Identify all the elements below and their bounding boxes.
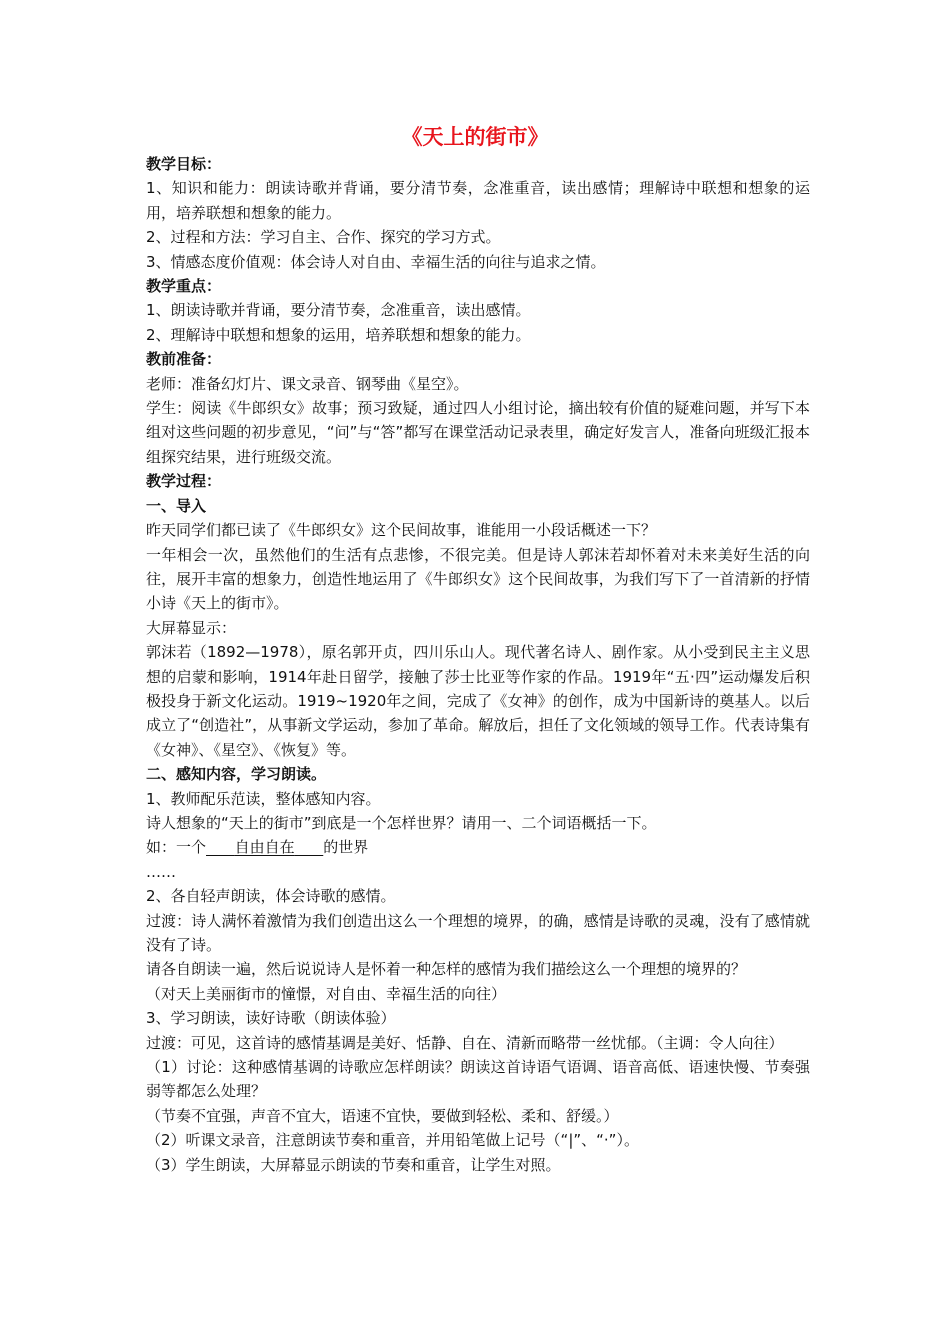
paragraph: 1、知识和能力：朗读诗歌并背诵，要分清节奏，念准重音，读出感情；理解诗中联想和想象的运用，培养联想和想象的能力。 [146, 179, 810, 222]
paragraph: 过渡：可见，这首诗的感情基调是美好、恬静、自在、清新而略带一丝忧郁。（主调：令人向往） [146, 1033, 784, 1052]
paragraph: 2、理解诗中联想和想象的运用，培养联想和想象的能力。 [146, 325, 531, 344]
paragraph: 3、情感态度价值观：体会诗人对自由、幸福生活的向往与追求之情。 [146, 252, 606, 271]
paragraph: 昨天同学们都已读了《牛郎织女》这个民间故事，谁能用一小段话概述一下？ [146, 521, 657, 540]
paragraph: 大屏幕显示： [146, 618, 237, 637]
paragraph: （3）学生朗读，大屏幕显示朗读的节奏和重音，让学生对照。 [146, 1155, 561, 1174]
paragraph: （2）听课文录音，注意朗读节奏和重音，并用铅笔做上记号（“|”、“·”）。 [146, 1131, 639, 1150]
paragraph: 过渡：诗人满怀着激情为我们创造出这么一个理想的境界，的确，感情是诗歌的灵魂，没有了感情就没有了诗。 [146, 911, 810, 954]
paragraph: 1、教师配乐范读，整体感知内容。 [146, 789, 381, 808]
section-heading-prep: 教前准备： [146, 350, 222, 369]
example-answer-blank [206, 835, 323, 859]
paragraph: 2、过程和方法：学习自主、合作、探究的学习方式。 [146, 228, 501, 247]
document-body [146, 152, 810, 1177]
paragraph: 诗人想象的“天上的街市”到底是一个怎样世界？请用一、二个词语概括一下。 [146, 813, 657, 832]
paragraph: 学生：阅读《牛郎织女》故事；预习致疑，通过四人小组讨论，摘出较有价值的疑难问题，并写下本组对这些问题的初步意见，“问”与“答”都写在课堂活动记录表里，确定好发言人，准备向班级汇报本组探究结果，进行班级交流。 [146, 399, 810, 466]
section-heading-goals: 教学目标： [146, 155, 222, 173]
paragraph: 请各自朗读一遍，然后说说诗人是怀着一种怎样的感情为我们描绘这么一个理想的境界的？ [146, 960, 747, 979]
example-suffix: 的世界 [323, 838, 369, 857]
paragraph: 老师：准备幻灯片、课文录音、钢琴曲《星空》。 [146, 374, 469, 393]
example-line [146, 835, 810, 859]
document-title: 《天上的街市》 [401, 125, 549, 149]
section-heading-focus: 教学重点： [146, 277, 222, 296]
paragraph: 2、各自轻声朗读，体会诗歌的感情。 [146, 887, 396, 906]
subsection-heading-perception: 二、感知内容，学习朗读。 [146, 765, 327, 784]
paragraph: 3、学习朗读，读好诗歌（朗读体验） [146, 1009, 396, 1028]
paragraph: 郭沫若（1892—1978），原名郭开贞，四川乐山人。现代著名诗人、剧作家。从小受到民主主义思想的启蒙和影响，1914年赴日留学，接触了莎士比亚等作家的作品。1919年“五·四”运动爆发后积极投身于新文化运动。1919~1920年之间，完成了《女神》的创作，成为中国新诗的奠基人。以后成立了“创造社”，从事新文学运动，参加了革命。解放后，担任了文化领域的领导工作。代表诗集有《女神》、《星空》、《恢复》等。 [146, 643, 810, 759]
paragraph: （1）讨论：这种感情基调的诗歌应怎样朗读？朗读这首诗语气语调、语音高低、语速快慢、节奏强弱等都怎么处理？ [146, 1058, 810, 1101]
paragraph: （对天上美丽街市的憧憬，对自由、幸福生活的向往） [146, 984, 507, 1003]
paragraph: 一年相会一次，虽然他们的生活有点悲惨，不很完美。但是诗人郭沫若却怀着对未来美好生活的向往，展开丰富的想象力，创造性地运用了《牛郎织女》这个民间故事，为我们写下了一首清新的抒情小诗《天上的街市》。 [146, 545, 810, 613]
section-heading-process: 教学过程： [146, 472, 222, 491]
paragraph: （节奏不宜强，声音不宜大，语速不宜快，要做到轻松、柔和、舒缓。） [146, 1106, 619, 1125]
example-prefix: 如：一个 [146, 838, 207, 857]
example-answer: 自由自在 [234, 838, 295, 857]
paragraph: 1、朗读诗歌并背诵，要分清节奏，念准重音，读出感情。 [146, 301, 531, 320]
ellipsis: …… [146, 862, 176, 881]
subsection-heading-intro: 一、导入 [146, 496, 207, 515]
